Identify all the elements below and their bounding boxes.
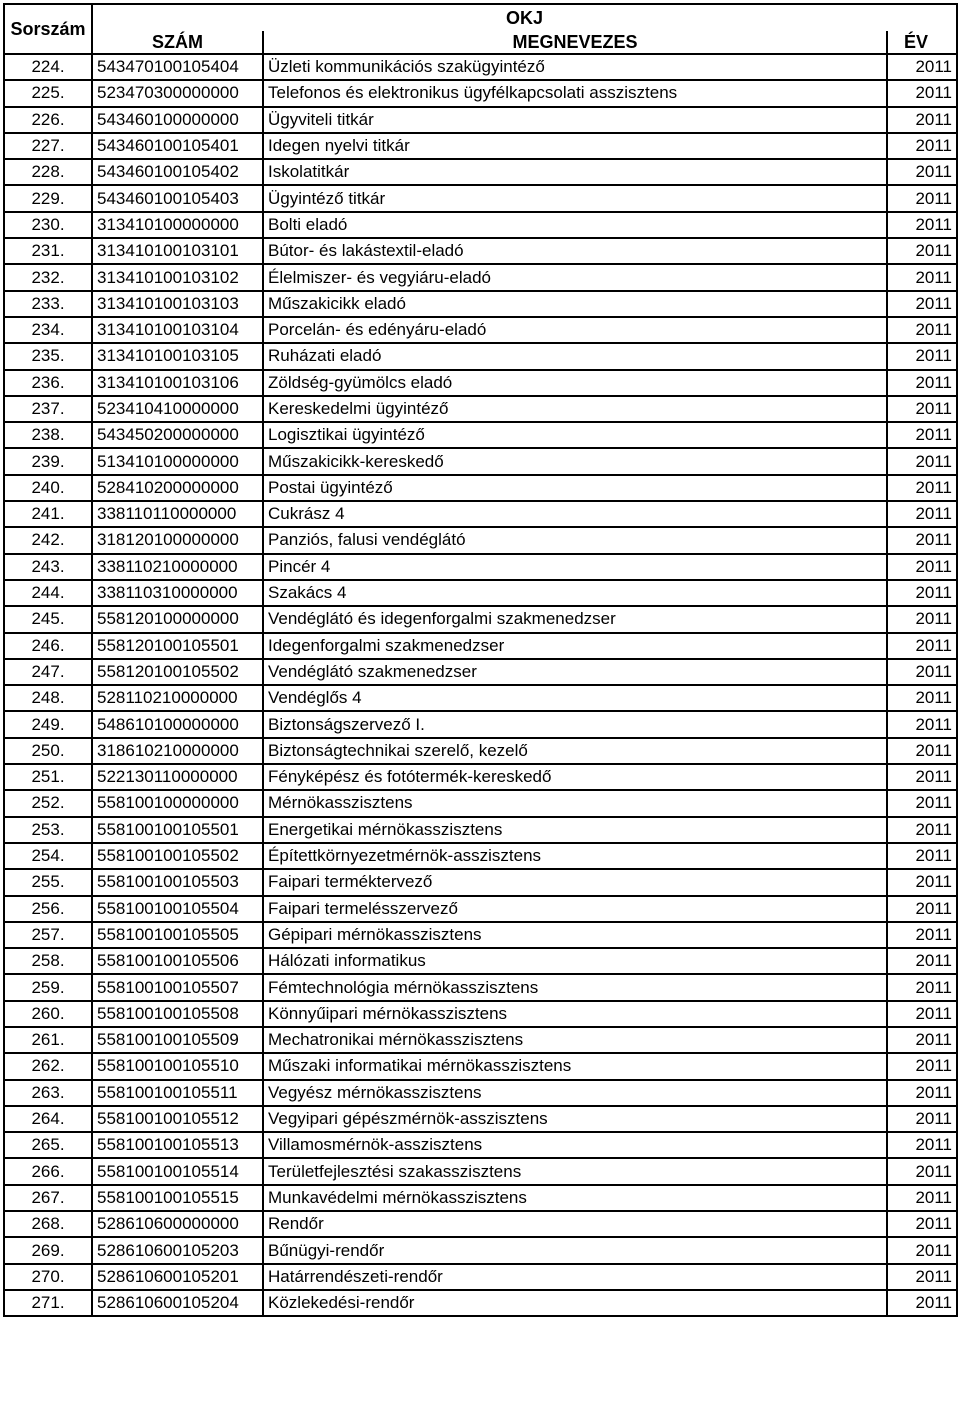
row-number: 238.	[4, 422, 92, 448]
row-code: 528110210000000	[92, 685, 263, 711]
row-number: 254.	[4, 843, 92, 869]
row-name: Postai ügyintéző	[263, 475, 887, 501]
table-row	[4, 501, 957, 527]
row-year: 2011	[887, 633, 957, 659]
table-row	[4, 185, 957, 211]
row-code: 558100100105507	[92, 974, 263, 1000]
row-name: Vegyész mérnökasszisztens	[263, 1080, 887, 1106]
row-name: Fényképész és fotótermék-kereskedő	[263, 764, 887, 790]
row-code: 558100100105509	[92, 1027, 263, 1053]
row-number: 242.	[4, 527, 92, 553]
row-name: Munkavédelmi mérnökasszisztens	[263, 1185, 887, 1211]
table-row	[4, 974, 957, 1000]
row-number: 261.	[4, 1027, 92, 1053]
row-number: 271.	[4, 1290, 92, 1316]
row-number: 251.	[4, 764, 92, 790]
row-code: 313410100103101	[92, 238, 263, 264]
row-code: 543460100105402	[92, 159, 263, 185]
row-year: 2011	[887, 1185, 957, 1211]
row-name: Rendőr	[263, 1211, 887, 1237]
row-number: 267.	[4, 1185, 92, 1211]
table-row	[4, 396, 957, 422]
row-number: 237.	[4, 396, 92, 422]
row-number: 236.	[4, 370, 92, 396]
header-megnevezes: MEGNEVEZES	[263, 31, 887, 54]
row-code: 558100100000000	[92, 790, 263, 816]
row-year: 2011	[887, 948, 957, 974]
row-number: 262.	[4, 1053, 92, 1079]
row-year: 2011	[887, 790, 957, 816]
row-code: 558100100105515	[92, 1185, 263, 1211]
row-year: 2011	[887, 738, 957, 764]
table-row	[4, 896, 957, 922]
row-number: 224.	[4, 54, 92, 80]
row-number: 248.	[4, 685, 92, 711]
row-code: 558100100105506	[92, 948, 263, 974]
row-number: 253.	[4, 817, 92, 843]
row-number: 235.	[4, 343, 92, 369]
row-number: 246.	[4, 633, 92, 659]
table-row	[4, 948, 957, 974]
row-code: 513410100000000	[92, 448, 263, 474]
row-number: 230.	[4, 212, 92, 238]
row-number: 249.	[4, 711, 92, 737]
row-code: 558100100105505	[92, 922, 263, 948]
row-year: 2011	[887, 291, 957, 317]
row-name: Határrendészeti-rendőr	[263, 1264, 887, 1290]
row-year: 2011	[887, 1132, 957, 1158]
row-number: 263.	[4, 1080, 92, 1106]
row-number: 247.	[4, 659, 92, 685]
table-row	[4, 817, 957, 843]
row-code: 338110210000000	[92, 554, 263, 580]
table-row	[4, 370, 957, 396]
row-year: 2011	[887, 896, 957, 922]
row-code: 522130110000000	[92, 764, 263, 790]
row-name: Mérnökasszisztens	[263, 790, 887, 816]
row-name: Cukrász 4	[263, 501, 887, 527]
table-row	[4, 1080, 957, 1106]
row-code: 558100100105512	[92, 1106, 263, 1132]
row-code: 528610600105201	[92, 1264, 263, 1290]
header-sorszam: Sorszám	[4, 4, 92, 54]
table-row	[4, 264, 957, 290]
table-row	[4, 1211, 957, 1237]
table-row	[4, 133, 957, 159]
row-year: 2011	[887, 343, 957, 369]
row-year: 2011	[887, 80, 957, 106]
row-year: 2011	[887, 1053, 957, 1079]
row-year: 2011	[887, 396, 957, 422]
row-year: 2011	[887, 817, 957, 843]
row-number: 226.	[4, 107, 92, 133]
table-row	[4, 343, 957, 369]
table-row	[4, 317, 957, 343]
row-code: 543460100105403	[92, 185, 263, 211]
table-row	[4, 843, 957, 869]
row-code: 313410100103106	[92, 370, 263, 396]
row-year: 2011	[887, 1106, 957, 1132]
header-okj: OKJ	[92, 4, 957, 31]
row-year: 2011	[887, 606, 957, 632]
table-header	[4, 4, 957, 54]
row-code: 543460100105401	[92, 133, 263, 159]
row-name: Iskolatitkár	[263, 159, 887, 185]
row-code: 558100100105514	[92, 1158, 263, 1184]
table-body	[4, 54, 957, 1316]
row-year: 2011	[887, 843, 957, 869]
row-name: Hálózati informatikus	[263, 948, 887, 974]
table-row	[4, 475, 957, 501]
row-number: 233.	[4, 291, 92, 317]
document-page	[3, 3, 958, 1317]
table-row	[4, 1001, 957, 1027]
row-number: 232.	[4, 264, 92, 290]
row-name: Közlekedési-rendőr	[263, 1290, 887, 1316]
row-year: 2011	[887, 869, 957, 895]
row-year: 2011	[887, 1290, 957, 1316]
row-name: Porcelán- és edényáru-eladó	[263, 317, 887, 343]
table-row	[4, 54, 957, 80]
row-code: 528610600105203	[92, 1237, 263, 1263]
table-row	[4, 580, 957, 606]
table-row	[4, 790, 957, 816]
row-number: 255.	[4, 869, 92, 895]
row-name: Élelmiszer- és vegyiáru-eladó	[263, 264, 887, 290]
row-number: 225.	[4, 80, 92, 106]
row-code: 313410100103102	[92, 264, 263, 290]
row-name: Műszakicikk eladó	[263, 291, 887, 317]
table-row	[4, 448, 957, 474]
row-number: 240.	[4, 475, 92, 501]
row-name: Ügyviteli titkár	[263, 107, 887, 133]
row-number: 268.	[4, 1211, 92, 1237]
table-row	[4, 238, 957, 264]
row-year: 2011	[887, 922, 957, 948]
row-year: 2011	[887, 685, 957, 711]
row-year: 2011	[887, 501, 957, 527]
row-year: 2011	[887, 1264, 957, 1290]
row-code: 338110310000000	[92, 580, 263, 606]
row-name: Építettkörnyezetmérnök-asszisztens	[263, 843, 887, 869]
row-code: 313410100103104	[92, 317, 263, 343]
row-year: 2011	[887, 370, 957, 396]
row-name: Vendéglátó szakmenedzser	[263, 659, 887, 685]
table-row	[4, 869, 957, 895]
table-row	[4, 711, 957, 737]
row-code: 318610210000000	[92, 738, 263, 764]
row-code: 543450200000000	[92, 422, 263, 448]
table-row	[4, 764, 957, 790]
table-row	[4, 685, 957, 711]
table-row	[4, 1053, 957, 1079]
row-year: 2011	[887, 212, 957, 238]
row-name: Mechatronikai mérnökasszisztens	[263, 1027, 887, 1053]
row-year: 2011	[887, 422, 957, 448]
row-code: 523410410000000	[92, 396, 263, 422]
table-row	[4, 80, 957, 106]
row-year: 2011	[887, 264, 957, 290]
row-code: 558120100105501	[92, 633, 263, 659]
row-name: Vegyipari gépészmérnök-asszisztens	[263, 1106, 887, 1132]
row-number: 228.	[4, 159, 92, 185]
row-code: 528410200000000	[92, 475, 263, 501]
table-row	[4, 1237, 957, 1263]
row-year: 2011	[887, 185, 957, 211]
table-row	[4, 291, 957, 317]
table-row	[4, 1106, 957, 1132]
row-number: 252.	[4, 790, 92, 816]
header-szam: SZÁM	[92, 31, 263, 54]
row-code: 548610100000000	[92, 711, 263, 737]
row-name: Panziós, falusi vendéglátó	[263, 527, 887, 553]
table-row	[4, 159, 957, 185]
row-name: Faipari terméktervező	[263, 869, 887, 895]
row-number: 227.	[4, 133, 92, 159]
row-number: 259.	[4, 974, 92, 1000]
row-code: 558100100105504	[92, 896, 263, 922]
row-year: 2011	[887, 1237, 957, 1263]
row-code: 558100100105513	[92, 1132, 263, 1158]
row-year: 2011	[887, 448, 957, 474]
table-row	[4, 527, 957, 553]
row-name: Vendéglős 4	[263, 685, 887, 711]
row-year: 2011	[887, 659, 957, 685]
row-code: 558100100105510	[92, 1053, 263, 1079]
row-name: Szakács 4	[263, 580, 887, 606]
row-name: Logisztikai ügyintéző	[263, 422, 887, 448]
row-number: 258.	[4, 948, 92, 974]
row-year: 2011	[887, 1211, 957, 1237]
row-year: 2011	[887, 1080, 957, 1106]
row-name: Bútor- és lakástextil-eladó	[263, 238, 887, 264]
table-row	[4, 1132, 957, 1158]
row-name: Faipari termelésszervező	[263, 896, 887, 922]
table-row	[4, 1264, 957, 1290]
row-name: Gépipari mérnökasszisztens	[263, 922, 887, 948]
table-row	[4, 659, 957, 685]
row-code: 558120100105502	[92, 659, 263, 685]
row-code: 313410100103105	[92, 343, 263, 369]
row-name: Ügyintéző titkár	[263, 185, 887, 211]
row-year: 2011	[887, 580, 957, 606]
row-number: 256.	[4, 896, 92, 922]
row-year: 2011	[887, 238, 957, 264]
row-year: 2011	[887, 107, 957, 133]
row-number: 270.	[4, 1264, 92, 1290]
row-name: Ruházati eladó	[263, 343, 887, 369]
table-row	[4, 422, 957, 448]
row-year: 2011	[887, 554, 957, 580]
row-number: 257.	[4, 922, 92, 948]
row-name: Műszakicikk-kereskedő	[263, 448, 887, 474]
row-name: Műszaki informatikai mérnökasszisztens	[263, 1053, 887, 1079]
row-code: 523470300000000	[92, 80, 263, 106]
row-name: Biztonságtechnikai szerelő, kezelő	[263, 738, 887, 764]
table-row	[4, 1185, 957, 1211]
row-number: 266.	[4, 1158, 92, 1184]
table-row	[4, 1158, 957, 1184]
table-row	[4, 107, 957, 133]
row-name: Bolti eladó	[263, 212, 887, 238]
row-name: Könnyűipari mérnökasszisztens	[263, 1001, 887, 1027]
row-year: 2011	[887, 159, 957, 185]
row-name: Idegen nyelvi titkár	[263, 133, 887, 159]
row-year: 2011	[887, 527, 957, 553]
row-number: 231.	[4, 238, 92, 264]
table-row	[4, 1027, 957, 1053]
row-name: Idegenforgalmi szakmenedzser	[263, 633, 887, 659]
table-row	[4, 1290, 957, 1316]
row-code: 338110110000000	[92, 501, 263, 527]
row-code: 558100100105503	[92, 869, 263, 895]
row-code: 558100100105502	[92, 843, 263, 869]
row-code: 313410100103103	[92, 291, 263, 317]
row-number: 241.	[4, 501, 92, 527]
row-name: Villamosmérnök-asszisztens	[263, 1132, 887, 1158]
row-number: 260.	[4, 1001, 92, 1027]
row-code: 528610600105204	[92, 1290, 263, 1316]
row-year: 2011	[887, 133, 957, 159]
header-ev: ÉV	[887, 31, 957, 54]
row-name: Kereskedelmi ügyintéző	[263, 396, 887, 422]
row-number: 265.	[4, 1132, 92, 1158]
row-name: Biztonságszervező I.	[263, 711, 887, 737]
row-name: Üzleti kommunikációs szakügyintéző	[263, 54, 887, 80]
row-code: 543470100105404	[92, 54, 263, 80]
row-code: 558100100105501	[92, 817, 263, 843]
row-year: 2011	[887, 1001, 957, 1027]
row-number: 229.	[4, 185, 92, 211]
row-name: Telefonos és elektronikus ügyfélkapcsolati asszisztens	[263, 80, 887, 106]
table-row	[4, 606, 957, 632]
row-name: Energetikai mérnökasszisztens	[263, 817, 887, 843]
row-year: 2011	[887, 475, 957, 501]
row-year: 2011	[887, 974, 957, 1000]
row-code: 318120100000000	[92, 527, 263, 553]
row-year: 2011	[887, 54, 957, 80]
row-name: Vendéglátó és idegenforgalmi szakmenedzser	[263, 606, 887, 632]
row-year: 2011	[887, 764, 957, 790]
table-row	[4, 633, 957, 659]
okj-table	[3, 3, 958, 1317]
row-number: 244.	[4, 580, 92, 606]
row-number: 264.	[4, 1106, 92, 1132]
table-row	[4, 212, 957, 238]
table-row	[4, 922, 957, 948]
row-code: 558120100000000	[92, 606, 263, 632]
row-year: 2011	[887, 711, 957, 737]
row-number: 269.	[4, 1237, 92, 1263]
row-code: 543460100000000	[92, 107, 263, 133]
row-year: 2011	[887, 317, 957, 343]
row-year: 2011	[887, 1158, 957, 1184]
row-number: 234.	[4, 317, 92, 343]
row-name: Területfejlesztési szakasszisztens	[263, 1158, 887, 1184]
table-row	[4, 738, 957, 764]
row-name: Zöldség-gyümölcs eladó	[263, 370, 887, 396]
row-code: 528610600000000	[92, 1211, 263, 1237]
row-name: Fémtechnológia mérnökasszisztens	[263, 974, 887, 1000]
row-number: 239.	[4, 448, 92, 474]
table-row	[4, 554, 957, 580]
row-code: 558100100105511	[92, 1080, 263, 1106]
row-year: 2011	[887, 1027, 957, 1053]
row-number: 243.	[4, 554, 92, 580]
row-name: Pincér 4	[263, 554, 887, 580]
row-code: 558100100105508	[92, 1001, 263, 1027]
row-name: Bűnügyi-rendőr	[263, 1237, 887, 1263]
row-number: 245.	[4, 606, 92, 632]
row-number: 250.	[4, 738, 92, 764]
row-code: 313410100000000	[92, 212, 263, 238]
